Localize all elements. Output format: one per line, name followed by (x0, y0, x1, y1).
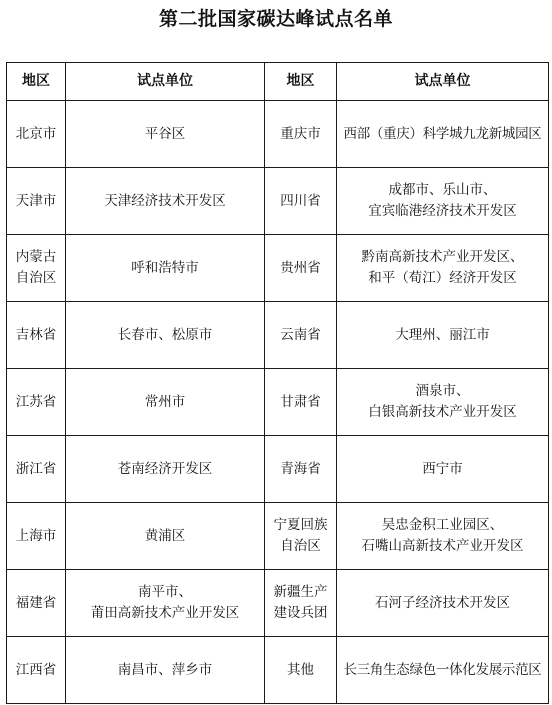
region-cell-left (7, 503, 66, 570)
cell-text-line: 天津市 (15, 192, 57, 209)
table-row (7, 570, 549, 637)
region-cell-left (7, 369, 66, 436)
unit-cell-right (337, 168, 549, 235)
header-region-left: 地区 (7, 63, 66, 101)
unit-cell-left (66, 503, 265, 570)
cell-text-line: 西宁市 (422, 460, 463, 477)
header-unit-left: 试点单位 (66, 63, 265, 101)
table-header-row (7, 63, 549, 101)
cell-text-line: 云南省 (280, 326, 321, 343)
cell-text-line: 浙江省 (15, 460, 57, 477)
cell-text-line: 吴忠金积工业园区、 (381, 517, 504, 533)
cell-text-line: 白银高新技术产业开发区 (368, 404, 517, 420)
region-cell-right (265, 369, 337, 436)
cell-text-line: 呼和浩特市 (131, 259, 199, 276)
unit-cell-right (337, 637, 549, 704)
table-row (7, 168, 549, 235)
unit-cell-right (337, 235, 549, 302)
table-row (7, 302, 549, 369)
unit-cell-left (66, 302, 265, 369)
cell-text-line: 宜宾临港经济技术开发区 (368, 203, 517, 219)
cell-text-line: 四川省 (280, 192, 321, 209)
region-cell-right (265, 436, 337, 503)
unit-cell-right (337, 503, 549, 570)
cell-text-line: 其他 (287, 661, 314, 678)
cell-text-line: 石河子经济技术开发区 (375, 594, 510, 611)
region-cell-right (265, 101, 337, 168)
unit-cell-left (66, 168, 265, 235)
cell-text-line: 南昌市、萍乡市 (117, 661, 213, 678)
cell-text-line: 和平（荀江）经济开发区 (368, 270, 517, 286)
unit-cell-left (66, 436, 265, 503)
unit-cell-right (337, 369, 549, 436)
unit-cell-left (66, 369, 265, 436)
cell-text-line: 福建省 (15, 594, 57, 611)
region-cell-right (265, 168, 337, 235)
cell-text-line: 自治区 (280, 538, 321, 554)
region-cell-right (265, 637, 337, 704)
table-row (7, 369, 549, 436)
unit-cell-right (337, 436, 549, 503)
cell-text-line: 成都市、乐山市、 (388, 182, 497, 198)
unit-cell-left (66, 101, 265, 168)
cell-text-line: 江西省 (15, 661, 57, 678)
cell-text-line: 西部（重庆）科学城九龙新城园区 (343, 125, 542, 142)
region-cell-right (265, 570, 337, 637)
cell-text-line: 吉林省 (15, 326, 57, 343)
cell-text-line: 苍南经济开发区 (117, 460, 213, 477)
region-cell-left (7, 235, 66, 302)
table-row (7, 436, 549, 503)
cell-text-line: 南平市、 (138, 584, 192, 600)
document-title: 第二批国家碳达峰试点名单 (158, 8, 393, 30)
cell-text-line: 上海市 (15, 527, 57, 544)
region-cell-left (7, 101, 66, 168)
region-cell-left (7, 637, 66, 704)
region-cell-right (265, 503, 337, 570)
cell-text-line: 内蒙古 (15, 249, 57, 265)
cell-text-line: 建设兵团 (273, 605, 328, 621)
table-row (7, 101, 549, 168)
cell-text-line: 自治区 (15, 270, 57, 286)
cell-text-line: 宁夏回族 (273, 517, 328, 533)
region-cell-left (7, 168, 66, 235)
cell-text-line: 北京市 (15, 125, 57, 142)
table-row (7, 503, 549, 570)
unit-cell-right (337, 101, 549, 168)
cell-text-line: 新疆生产 (273, 584, 328, 600)
cell-text-line: 酒泉市、 (415, 383, 470, 399)
cell-text-line: 黄浦区 (144, 527, 186, 544)
header-region-right: 地区 (265, 63, 337, 101)
pilot-list-table (6, 62, 549, 704)
cell-text-line: 黔南高新技术产业开发区、 (361, 249, 524, 265)
table-body (7, 101, 549, 704)
table-row (7, 637, 549, 704)
cell-text-line: 平谷区 (144, 125, 186, 142)
cell-text-line: 贵州省 (280, 259, 321, 276)
region-cell-right (265, 235, 337, 302)
cell-text-line: 莆田高新技术产业开发区 (90, 605, 240, 621)
unit-cell-right (337, 302, 549, 369)
cell-text-line: 石嘴山高新技术产业开发区 (361, 538, 524, 554)
region-cell-left (7, 436, 66, 503)
header-unit-right: 试点单位 (337, 63, 549, 101)
region-cell-right (265, 302, 337, 369)
cell-text-line: 天津经济技术开发区 (104, 192, 226, 209)
cell-text-line: 青海省 (280, 460, 321, 477)
cell-text-line: 重庆市 (280, 125, 321, 142)
table-row (7, 235, 549, 302)
cell-text-line: 长三角生态绿色一体化发展示范区 (343, 661, 542, 678)
unit-cell-left (66, 637, 265, 704)
cell-text-line: 常州市 (144, 393, 186, 410)
cell-text-line: 甘肃省 (280, 393, 321, 410)
cell-text-line: 江苏省 (15, 393, 57, 410)
cell-text-line: 大理州、丽江市 (395, 326, 490, 343)
unit-cell-left (66, 570, 265, 637)
region-cell-left (7, 302, 66, 369)
cell-text-line: 长春市、松原市 (117, 326, 213, 343)
region-cell-left (7, 570, 66, 637)
unit-cell-right (337, 570, 549, 637)
unit-cell-left (66, 235, 265, 302)
